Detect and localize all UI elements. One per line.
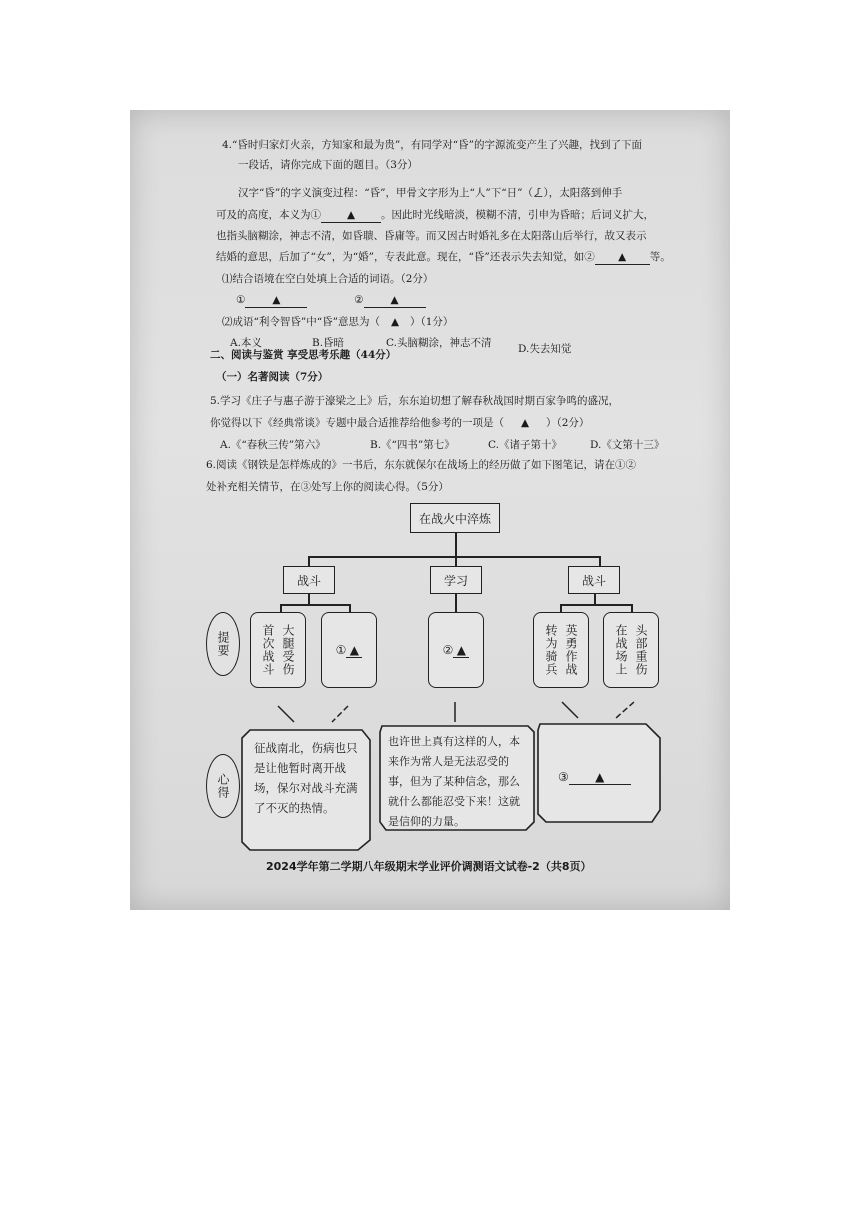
diagram-root: 在战火中淬炼	[410, 503, 500, 533]
section2-heading: 二、阅读与鉴赏 享受思考乐趣（44分）	[210, 349, 397, 361]
blank-2: ▲	[595, 250, 650, 265]
q5-line1: 5.学习《庄子与惠子游于濠梁之上》后，东东迫切想了解春秋战国时期百家争鸣的盛况，	[210, 395, 620, 407]
q4-option-d: D.失去知觉	[518, 343, 572, 355]
q4-option-b: B.昏暗	[312, 337, 345, 349]
fill-2: ▲	[364, 293, 426, 308]
leaf-blank-1: ① ▲	[321, 612, 377, 688]
q4-option-a: A.本义	[230, 337, 262, 349]
section2-subheading: （一）名著阅读（7分）	[216, 371, 329, 383]
leaf-first-battle: 首次战斗 大腿受伤	[250, 612, 306, 688]
tiyao-oval: 提要	[206, 612, 240, 676]
q4-para1: 汉字“昏”的字义演变过程：“昏”，甲骨文字形为上“人”下“日”（𠄏），太阳落到伸手	[238, 187, 623, 199]
leaf-blank-2: ② ▲	[428, 612, 484, 688]
q5-option-c: C.《诸子第十》	[488, 439, 562, 451]
q5-option-d: D.《文第十三》	[590, 439, 665, 451]
page-footer: 2024学年第二学期八年级期末学业评价调测语文试卷-2（共8页）	[266, 860, 592, 873]
reflection-note-3: ③ ▲	[558, 770, 631, 785]
branch-battle-2: 战斗	[568, 566, 620, 594]
branch-study: 学习	[430, 566, 482, 594]
q4-para3: 也指头脑糊涂，神志不清，如昏聩、昏庸等。而又因古时婚礼多在太阳落山后举行，故又表示	[216, 230, 647, 242]
xinde-oval: 心得	[206, 754, 240, 818]
q4-sub1: ⑴结合语境在空白处填上合适的词语。（2分）	[222, 273, 434, 285]
leaf-cavalry: 转为骑兵 英勇作战	[533, 612, 589, 688]
jiaguwen-glyph: 𠄏	[532, 187, 544, 199]
fill-1: ▲	[245, 293, 307, 308]
q4-line1: 4.“昏时归家灯火亲，方知家和最为贵”，有同学对“昏”的字源流变产生了兴趣，找到了下面	[222, 139, 642, 151]
q4-para2: 可及的高度，本义为① ▲ 。因此时光线暗淡，模糊不清，引申为昏暗；后词义扩大，	[216, 209, 654, 221]
reflection-note-1: 征战南北，伤病也只是让他暂时离开战场，保尔对战斗充满了不灭的热情。	[254, 741, 358, 815]
q4-line2: 一段话，请你完成下面的题目。（3分）	[238, 159, 418, 171]
reflection-note-2: 也许世上真有这样的人，本来作为常人是无法忍受的事，但为了某种信念，那么就什么都能忍受下来！这就是信仰的力量。	[388, 735, 520, 828]
q5-option-b: B.《“四书”第七》	[370, 439, 455, 451]
branch-battle-1: 战斗	[283, 566, 335, 594]
q4-para4: 结婚的意思，后加了“女”，为“婚”，专表此意。现在，“昏”还表示失去知觉，如② ▲ 等。	[216, 251, 671, 263]
q4-sub2: ⑵成语“利令智昏”中“昏”意思为（ ▲ ）（1分）	[222, 316, 454, 328]
q5-line2: 你觉得以下《经典常谈》专题中最合适推荐给他参考的一项是（ ▲ ）（2分）	[210, 417, 590, 429]
q5-option-a: A.《“春秋三传”第六》	[220, 439, 326, 451]
q4-option-c: C.头脑糊涂，神志不清	[386, 337, 492, 349]
fill-row: ① ▲ ② ▲	[236, 293, 426, 308]
scanned-exam-page	[130, 110, 730, 910]
leaf-head-injury: 在战场上 头部重伤	[603, 612, 659, 688]
blank-1: ▲	[321, 208, 381, 223]
q6-line2: 处补充相关情节，在③处写上你的阅读心得。（5分）	[206, 481, 449, 493]
answer-triangle: ▲	[390, 316, 400, 328]
q6-line1: 6.阅读《钢铁是怎样炼成的》一书后，东东就保尔在战场上的经历做了如下图笔记，请在①②	[206, 459, 637, 471]
